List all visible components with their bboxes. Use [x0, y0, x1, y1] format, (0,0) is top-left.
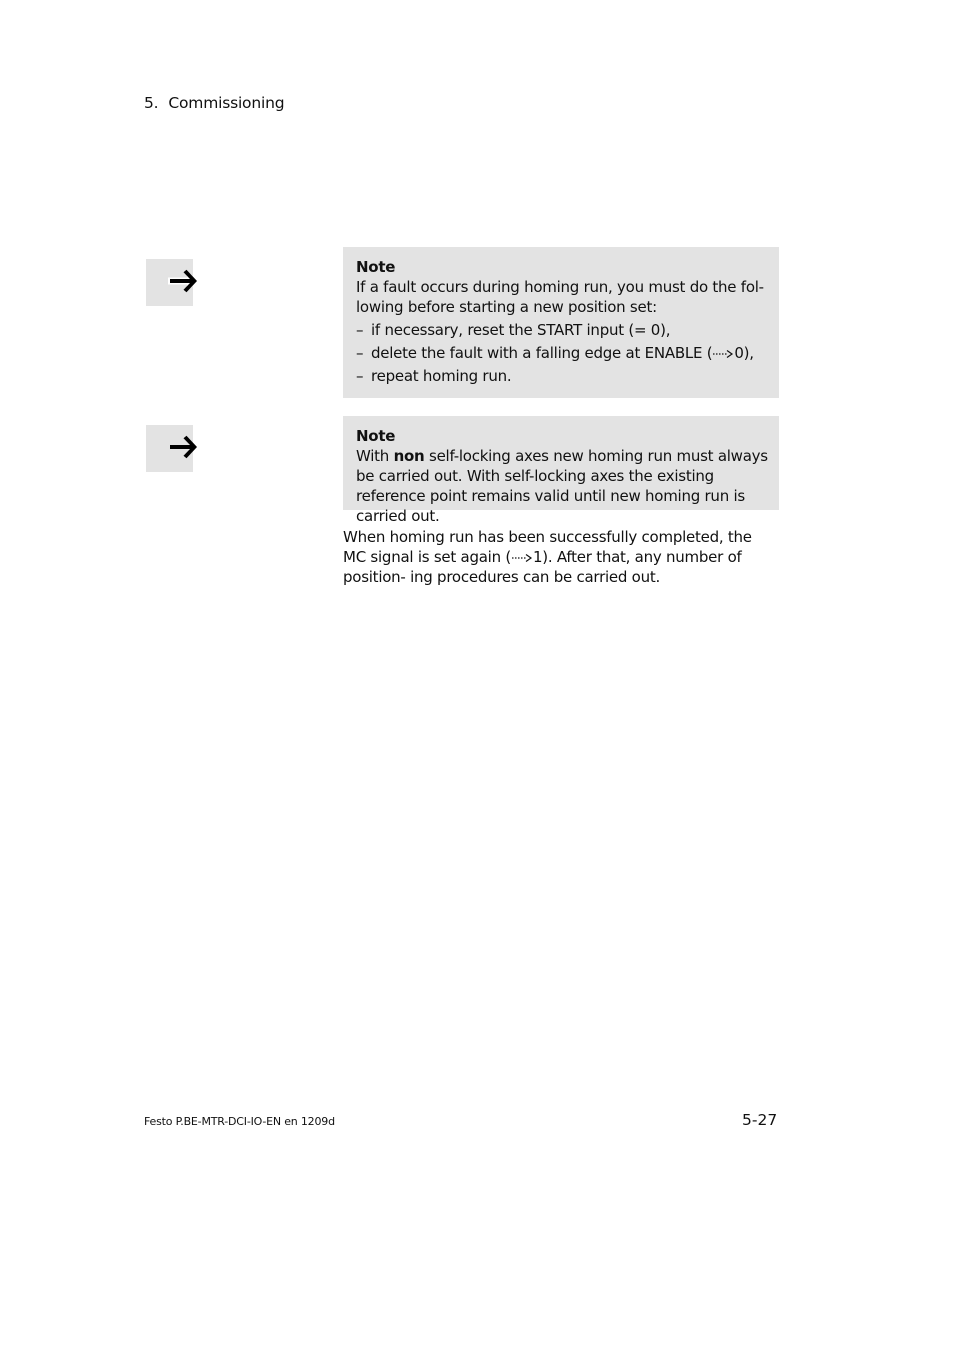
- note-text: With non self-locking axes new homing run must always be carried out. With self-locking axes the existing reference point remains valid until new homing run is carried out.: [356, 447, 768, 525]
- page-number: 5-27: [742, 1111, 778, 1129]
- page-header: [144, 94, 284, 112]
- emphasis-text: non: [393, 447, 425, 465]
- arrow-right-icon: [166, 264, 200, 298]
- dotted-arrow-icon: [712, 349, 734, 359]
- note-title: Note: [356, 427, 396, 445]
- note-text: If a fault occurs during homing run, you must do the fol- lowing before starting a new position set:: [356, 278, 764, 316]
- note-title: Note: [356, 258, 396, 276]
- list-item: – delete the fault with a falling edge at ENABLE ( 0),: [356, 344, 754, 362]
- footer-document-id: Festo P.BE-MTR-DCI-IO-EN en 1209d: [144, 1115, 335, 1128]
- list-item: – repeat homing run.: [356, 367, 512, 385]
- note-arrow-icon: [146, 259, 193, 306]
- note-box-1: [343, 247, 779, 398]
- body-paragraph: When homing run has been successfully completed, the MC signal is set again ( 1). After that, any number of position- ing procedures can be carried out.: [343, 528, 752, 586]
- note-box-2: [343, 416, 779, 525]
- arrow-right-icon: [166, 430, 200, 464]
- chapter-title: Commissioning: [168, 94, 285, 112]
- list-item: – if necessary, reset the START input (= 0),: [356, 321, 671, 339]
- dotted-arrow-icon: [511, 553, 533, 563]
- chapter-number: 5.: [144, 94, 159, 112]
- note-bullet-list: [356, 320, 773, 386]
- note-arrow-icon: [146, 425, 193, 472]
